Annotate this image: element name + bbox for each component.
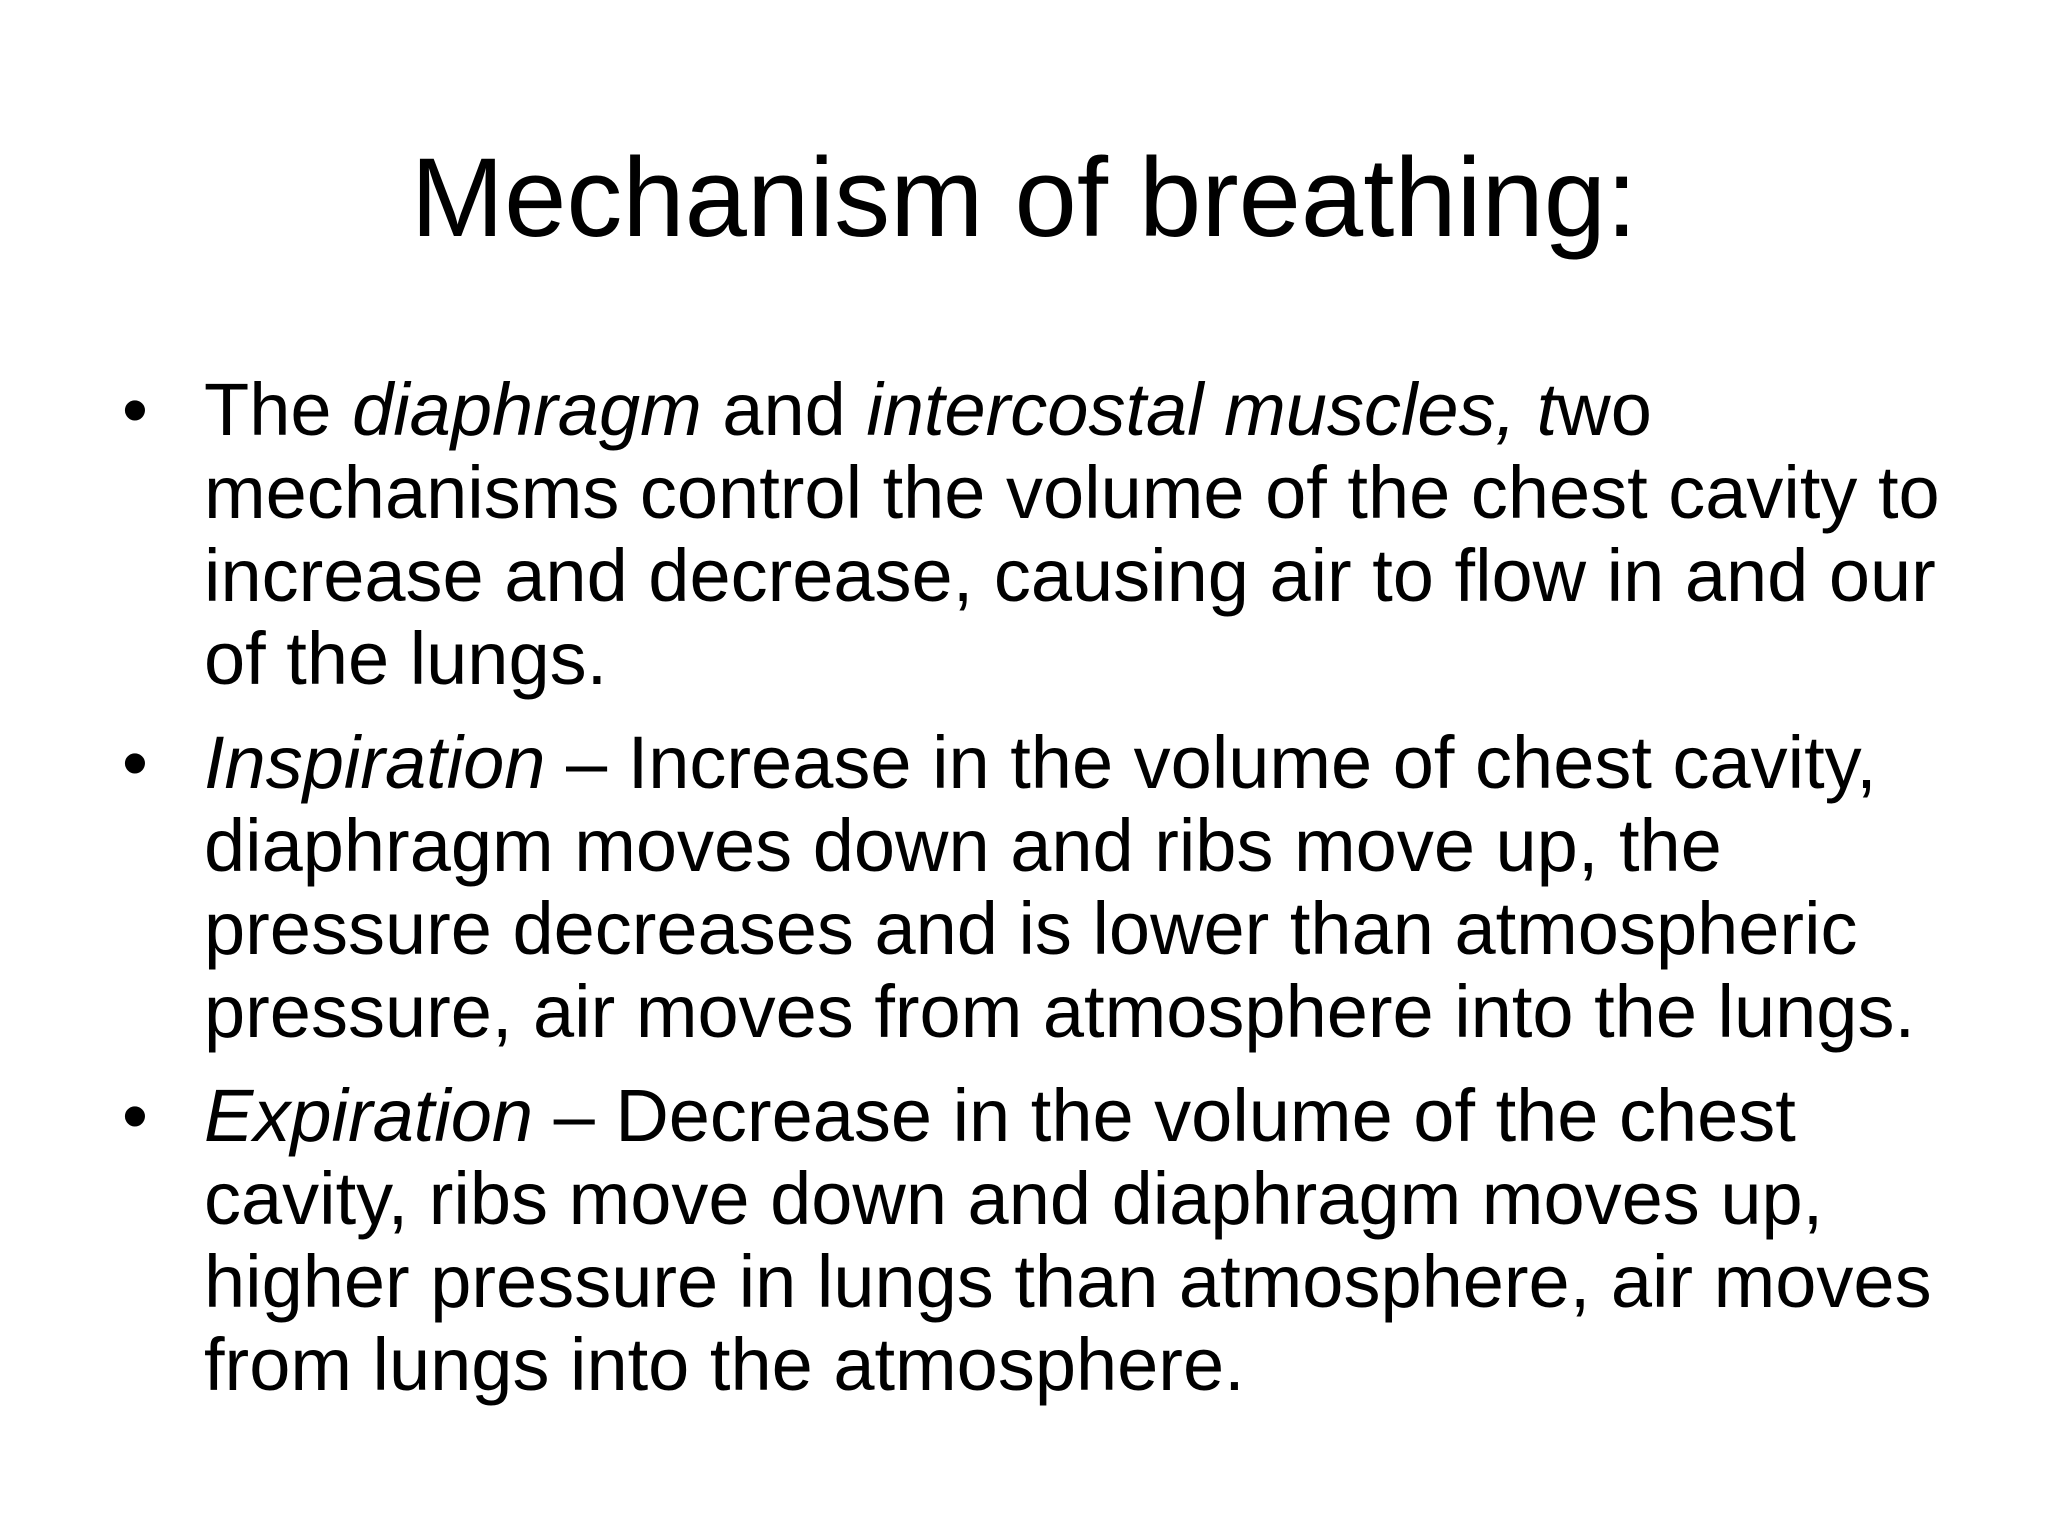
slide-title: Mechanism of breathing:	[410, 135, 1638, 260]
text-segment: wo mechanisms control the volume of the chest cavity to increase and decrease, causing air to flow in and our of the lungs.	[204, 368, 1940, 700]
term-expiration: Expiration	[204, 1074, 534, 1157]
bullet-list	[120, 368, 1960, 1427]
bullet-item-expiration	[120, 1074, 1960, 1406]
term-diaphragm: diaphragm	[352, 368, 702, 451]
text-segment: – Decrease in the volume of the chest cavity, ribs move down and diaphragm moves up, higher pressure in lungs than atmosphere, air moves from lungs into the atmosphere.	[204, 1074, 1932, 1406]
text-segment: – Increase in the volume of chest cavity, diaphragm moves down and ribs move up, the pressure decreases and is lower than atmospheric pressure, air moves from atmosphere into the lungs.	[204, 721, 1915, 1053]
bullet-dot-icon: •	[122, 721, 148, 804]
term-intercostal-muscles: intercostal muscles, t	[866, 368, 1558, 451]
text-segment: The	[204, 368, 353, 451]
bullet-text	[204, 368, 1960, 700]
bullet-dot-icon: •	[122, 1074, 148, 1157]
bullet-item-diaphragm	[120, 368, 1960, 700]
bullet-item-inspiration	[120, 721, 1960, 1053]
text-segment: and	[701, 368, 867, 451]
bullet-dot-icon: •	[122, 368, 148, 451]
term-inspiration: Inspiration	[204, 721, 546, 804]
bullet-text	[204, 1074, 1960, 1406]
bullet-text	[204, 721, 1960, 1053]
